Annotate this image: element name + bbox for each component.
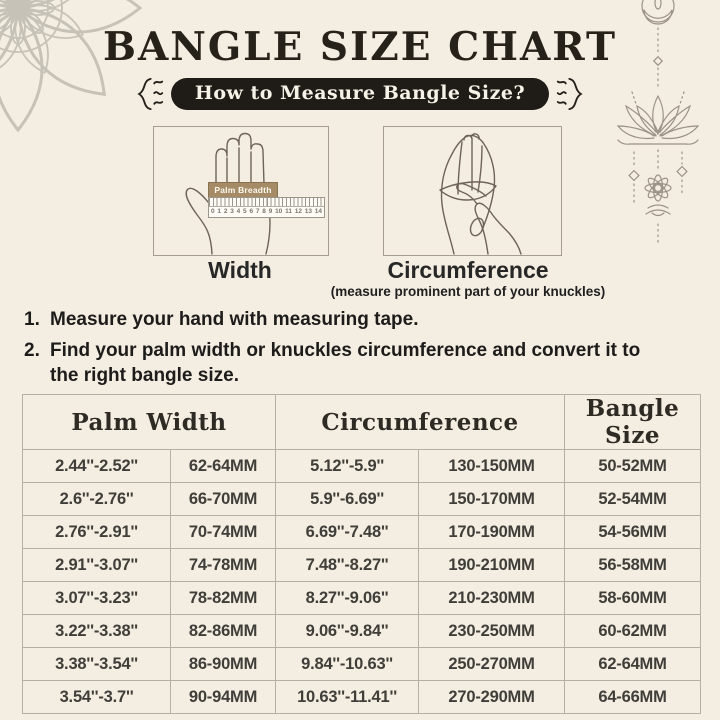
table-cell: 9.06''-9.84''	[276, 615, 419, 648]
ruler-number: 12	[294, 208, 302, 215]
table-row	[23, 615, 701, 648]
table-cell: 3.22''-3.38''	[23, 615, 171, 648]
circumference-caption: Circumference	[387, 257, 549, 283]
ruler-number: 7	[255, 208, 260, 215]
instruction-1-number: 1.	[24, 309, 40, 330]
table-cell: 66-70MM	[171, 483, 276, 516]
table-row	[23, 681, 701, 714]
badge-row	[0, 76, 720, 112]
ruler-number: 3	[230, 208, 234, 215]
table-cell: 2.6''-2.76''	[23, 483, 171, 516]
table-cell: 5.12''-5.9''	[276, 450, 419, 483]
table-cell: 130-150MM	[419, 450, 565, 483]
header-palm-width: Palm Width	[23, 395, 276, 450]
circumference-illustration-box	[383, 126, 562, 256]
flourish-left-icon	[132, 75, 164, 113]
table-cell: 3.54''-3.7''	[23, 681, 171, 714]
table-cell: 7.48''-8.27''	[276, 549, 419, 582]
table-cell: 2.76''-2.91''	[23, 516, 171, 549]
table-cell: 58-60MM	[565, 582, 701, 615]
table-cell: 54-56MM	[565, 516, 701, 549]
ruler-number: 1	[217, 208, 222, 215]
ruler-number: 8	[262, 208, 266, 215]
table-row	[23, 549, 701, 582]
table-cell: 62-64MM	[171, 450, 276, 483]
header-circumference: Circumference	[276, 395, 565, 450]
width-caption: Width	[208, 257, 272, 283]
table-cell: 70-74MM	[171, 516, 276, 549]
table-cell: 56-58MM	[565, 549, 701, 582]
hand-circumference-illustration	[384, 127, 561, 255]
table-cell: 10.63''-11.41''	[276, 681, 419, 714]
table-cell: 74-78MM	[171, 549, 276, 582]
instruction-2-number: 2.	[24, 340, 40, 362]
ruler-number: 11	[285, 208, 292, 215]
ruler-number: 2	[223, 208, 228, 215]
table-cell: 50-52MM	[565, 450, 701, 483]
table-cell: 2.44''-2.52''	[23, 450, 171, 483]
ruler	[208, 197, 325, 218]
table-cell: 270-290MM	[419, 681, 565, 714]
table-cell: 60-62MM	[565, 615, 701, 648]
circumference-note: (measure prominent part of your knuckles)	[330, 284, 606, 299]
page-title: BANGLE SIZE CHART	[103, 24, 617, 70]
table-cell: 90-94MM	[171, 681, 276, 714]
size-table-header-row	[23, 395, 701, 450]
table-cell: 250-270MM	[419, 648, 565, 681]
instruction-1-text: Measure your hand with measuring tape.	[50, 309, 419, 330]
table-cell: 150-170MM	[419, 483, 565, 516]
table-row	[23, 450, 701, 483]
table-cell: 78-82MM	[171, 582, 276, 615]
ruler-number: 4	[236, 208, 241, 215]
ruler-number: 6	[249, 208, 254, 215]
instructions	[24, 307, 696, 394]
ruler-number: 5	[243, 208, 247, 215]
table-cell: 5.9''-6.69''	[276, 483, 419, 516]
table-cell: 210-230MM	[419, 582, 565, 615]
palm-breadth-tape-label: Palm Breadth	[208, 182, 278, 198]
table-cell: 2.91''-3.07''	[23, 549, 171, 582]
ruler-number: 9	[268, 208, 273, 215]
table-row	[23, 582, 701, 615]
table-cell: 230-250MM	[419, 615, 565, 648]
table-cell: 82-86MM	[171, 615, 276, 648]
ruler-number: 13	[304, 208, 312, 215]
table-cell: 52-54MM	[565, 483, 701, 516]
table-cell: 3.38''-3.54''	[23, 648, 171, 681]
ruler-number: 0	[211, 208, 215, 215]
table-row	[23, 483, 701, 516]
flourish-right-icon	[556, 75, 588, 113]
size-table-body	[23, 450, 701, 714]
table-cell: 9.84''-10.63''	[276, 648, 419, 681]
table-cell: 8.27''-9.06''	[276, 582, 419, 615]
header-bangle-size: Bangle Size	[565, 395, 701, 450]
table-cell: 86-90MM	[171, 648, 276, 681]
instruction-2	[24, 338, 696, 388]
table-row	[23, 516, 701, 549]
table-cell: 170-190MM	[419, 516, 565, 549]
how-to-measure-badge: How to Measure Bangle Size?	[171, 78, 549, 110]
instruction-1	[24, 307, 696, 332]
table-cell: 64-66MM	[565, 681, 701, 714]
ruler-ticks	[209, 198, 324, 207]
table-cell: 190-210MM	[419, 549, 565, 582]
instruction-2-text: Find your palm width or knuckles circumference and convert it to the right bangle size.	[50, 340, 641, 387]
table-cell: 62-64MM	[565, 648, 701, 681]
table-cell: 3.07''-3.23''	[23, 582, 171, 615]
table-row	[23, 648, 701, 681]
width-illustration-box	[153, 126, 329, 256]
ruler-number: 10	[275, 208, 283, 215]
table-cell: 6.69''-7.48''	[276, 516, 419, 549]
size-table	[22, 394, 701, 714]
ruler-number: 14	[314, 208, 322, 215]
ruler-numbers	[209, 207, 324, 215]
